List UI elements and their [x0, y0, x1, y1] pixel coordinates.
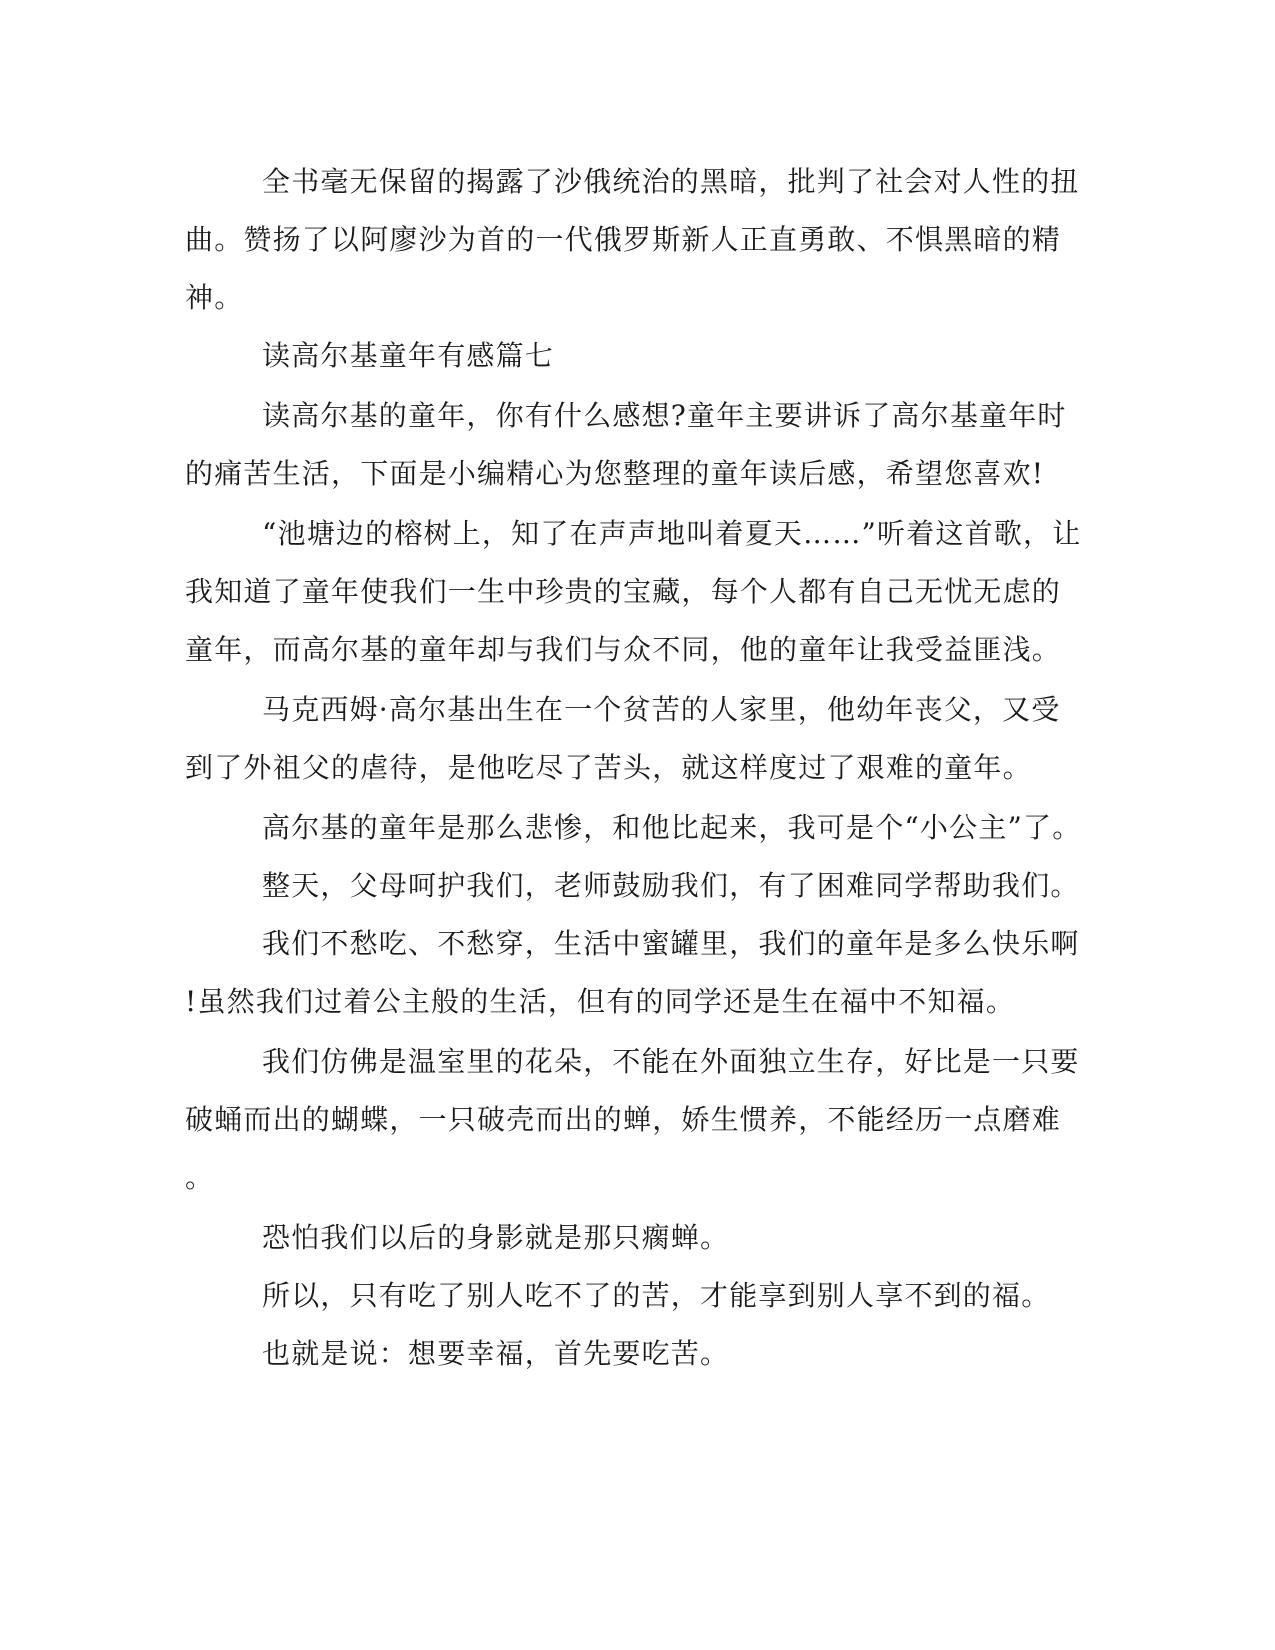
text-line: 读高尔基的童年，你有什么感想?童年主要讲诉了高尔基童年时 — [262, 399, 1067, 432]
text-line: 童年，而高尔基的童年却与我们与众不同，他的童年让我受益匪浅。 — [185, 633, 1062, 666]
text-line: 。 — [185, 1161, 215, 1194]
section-heading: 读高尔基童年有感篇七 — [262, 339, 555, 372]
text-line: 神。 — [185, 281, 244, 314]
text-line: 马克西姆·高尔基出生在一个贫苦的人家里，他幼年丧父，又受 — [262, 693, 1061, 726]
text-line: 全书毫无保留的揭露了沙俄统治的黑暗，批判了社会对人性的扭 — [262, 165, 1080, 198]
text-line: 的痛苦生活，下面是小编精心为您整理的童年读后感，希望您喜欢! — [185, 457, 1045, 490]
text-line: 整天，父母呵护我们，老师鼓励我们，有了困难同学帮助我们。 — [262, 869, 1080, 902]
text-line: 我们仿佛是温室里的花朵，不能在外面独立生存，好比是一只要 — [262, 1045, 1080, 1078]
text-line: 到了外祖父的虐待，是他吃尽了苦头，就这样度过了艰难的童年。 — [185, 751, 1032, 784]
text-line: !虽然我们过着公主般的生活，但有的同学还是生在福中不知福。 — [185, 985, 1016, 1018]
text-line: 所以，只有吃了别人吃不了的苦，才能享到别人享不到的福。 — [262, 1279, 1051, 1312]
text-line: 破蛹而出的蝴蝶，一只破壳而出的蝉，娇生惯养，不能经历一点磨难 — [185, 1103, 1062, 1136]
text-line: 高尔基的童年是那么悲惨，和他比起来，我可是个“小公主”了。 — [262, 811, 1082, 844]
text-line: 我们不愁吃、不愁穿，生活中蜜罐里，我们的童年是多么快乐啊 — [262, 927, 1080, 960]
text-line: 也就是说：想要幸福，首先要吃苦。 — [262, 1337, 730, 1370]
text-line: 曲。赞扬了以阿廖沙为首的一代俄罗斯新人正直勇敢、不惧黑暗的精 — [185, 223, 1062, 256]
text-line: 恐怕我们以后的身影就是那只瘸蝉。 — [262, 1221, 730, 1254]
text-line: 我知道了童年使我们一生中珍贵的宝藏，每个人都有自己无忧无虑的 — [185, 575, 1062, 608]
text-line: “池塘边的榕树上，知了在声声地叫着夏天……”听着这首歌，让 — [262, 517, 1082, 550]
